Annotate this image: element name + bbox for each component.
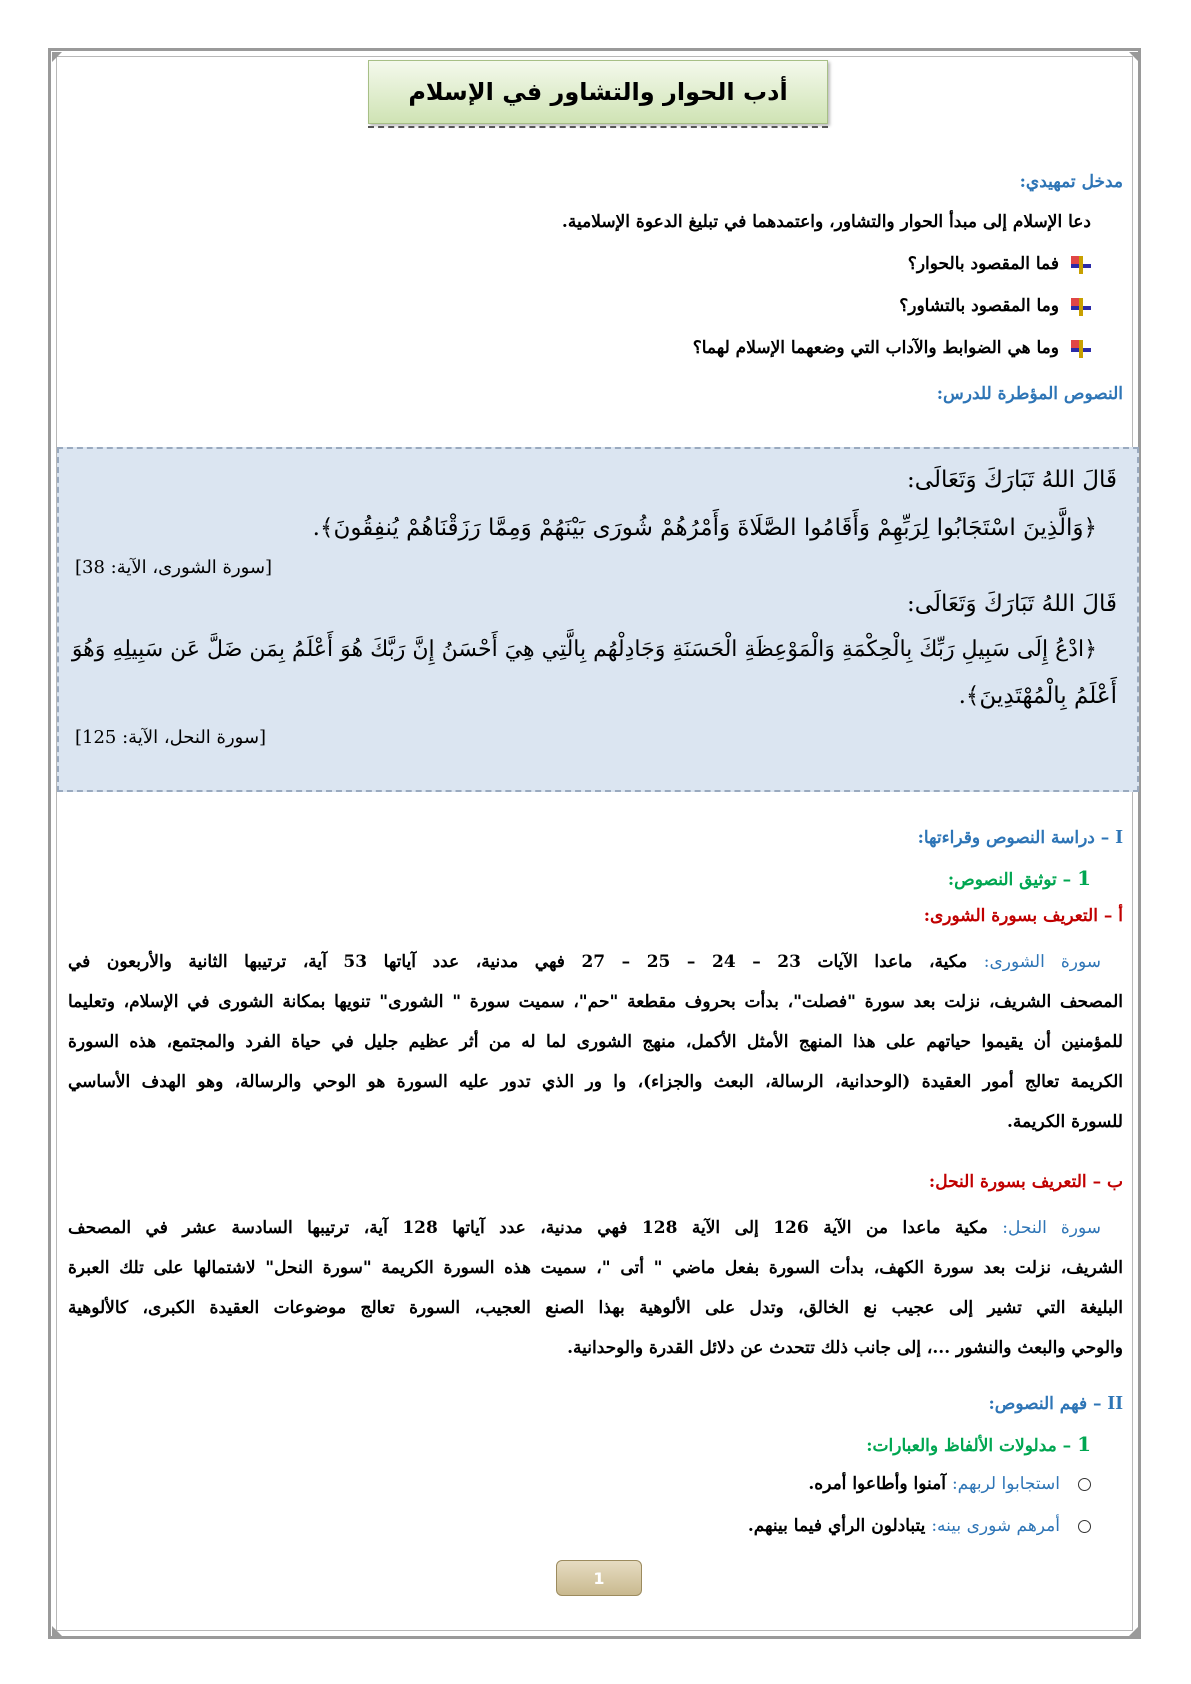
surah-description	[68, 1208, 1123, 1368]
desc-line-text: مكية ماعدا من الآية 126 إلى الآية 128 فهي مدنية، عدد آياتها 128 آية، ترتيبها السادسة عشر في المصحف	[68, 1218, 988, 1238]
bullet-icon	[1071, 256, 1091, 274]
desc-line	[68, 1208, 1123, 1248]
subsection-title: – توثيق النصوص:	[947, 870, 1072, 890]
verse-intro: قَالَ اللهُ تَبَارَكَ وَتَعَالَى:	[907, 467, 1117, 493]
glossary-item	[68, 1474, 1091, 1494]
question-item	[68, 254, 1091, 274]
circle-bullet-icon	[1078, 1478, 1091, 1491]
surah-label: سورة النحل:	[1002, 1218, 1102, 1238]
desc-line	[68, 942, 1123, 982]
verse: ﴿ادْعُ إِلَى سَبِيلِ رَبِّكَ بِالْحِكْمَةِ وَالْمَوْعِظَةِ الْحَسَنَةِ وَجَادِلْهُم بِالَّتِي هِيَ أَحْسَنُ إِنَّ رَبَّكَ هُوَ أَعْلَمُ بِمَن ضَلَّ عَن سَبِيلِهِ وَهُوَ	[71, 637, 1097, 662]
surah-heading: ب – التعريف بسورة النحل:	[928, 1172, 1123, 1192]
page-title: أدب الحوار والتشاور في الإسلام	[368, 60, 828, 124]
surah-label: سورة الشورى:	[983, 952, 1101, 972]
glossary-item	[68, 1516, 1091, 1536]
subsection-number: 1	[1077, 1432, 1091, 1456]
desc-line: للمؤمنين أن يقيموا حياتهم على هذا المنهج الأمثل الأكمل، منهج الشورى لما له من أثر عظيم جليل في حياة الفرد والمجتمع، هذه السورة	[68, 1032, 1123, 1052]
verse-reference: [سورة النحل، الآية: 125]	[75, 727, 267, 748]
verse-intro: قَالَ اللهُ تَبَارَكَ وَتَعَالَى:	[907, 591, 1117, 617]
question-text: فما المقصود بالحوار؟	[907, 254, 1059, 274]
question-text: وما المقصود بالتشاور؟	[899, 296, 1059, 316]
surah-heading: أ – التعريف بسورة الشورى:	[923, 906, 1123, 926]
subsection-heading	[68, 866, 1091, 890]
verse-continuation: أَعْلَمُ بِالْمُهْتَدِينَ﴾.	[958, 683, 1117, 709]
bullet-icon	[1071, 298, 1091, 316]
section-heading	[68, 826, 1123, 849]
circle-bullet-icon	[1078, 1520, 1091, 1533]
corner-ornament	[52, 52, 62, 62]
glossary-term: استجابوا لربهم:	[951, 1474, 1060, 1494]
section-number: I	[1115, 826, 1123, 848]
glossary-meaning: يتبادلون الرأي فيما بينهم.	[747, 1516, 926, 1536]
surah-description	[68, 942, 1123, 1142]
question-text: وما هي الضوابط والآداب التي وضعهما الإسلام لهما؟	[692, 338, 1059, 358]
section-title: – دراسة النصوص وقراءتها:	[917, 828, 1110, 848]
subsection-title: – مدلولات الألفاظ والعبارات:	[866, 1436, 1072, 1456]
page-number: 1	[556, 1560, 642, 1596]
subsection-number: 1	[1077, 866, 1091, 890]
desc-line-text: مكية، ماعدا الآيات 23 – 24 – 25 – 27 فهي مدنية، عدد آياتها 53 آية، ترتيبها الثانية والأربعون في	[68, 952, 968, 972]
verse-reference: [سورة الشورى، الآية: 38]	[75, 557, 273, 578]
desc-line: المصحف الشريف، نزلت بعد سورة "فصلت"، بدأت بحروف مقطعة "حم"، سميت سورة " الشورى" تنويها بمكانة الشورى في الإسلام، وتعليما	[68, 992, 1123, 1012]
desc-line: والوحي والبعث والنشور ...، إلى جانب ذلك تتحدث عن دلائل القدرة والوحدانية.	[567, 1338, 1123, 1358]
subsection-heading	[68, 1432, 1091, 1456]
question-item	[68, 296, 1091, 316]
glossary-meaning: آمنوا وأطاعوا أمره.	[808, 1474, 947, 1494]
section-number: II	[1107, 1392, 1123, 1414]
section-title: – فهم النصوص:	[988, 1394, 1102, 1414]
corner-ornament	[52, 1626, 62, 1636]
quran-box	[57, 447, 1139, 792]
corner-ornament	[1129, 1626, 1139, 1636]
bullet-icon	[1071, 340, 1091, 358]
desc-line: الشريف، نزلت بعد سورة الكهف، بدأت السورة بفعل ماضي " أتى "، سميت هذه السورة الكريمة "سورة النحل" لاشتمالها على تلك العبرة	[68, 1258, 1123, 1278]
verse: ﴿وَالَّذِينَ اسْتَجَابُوا لِرَبِّهِمْ وَأَقَامُوا الصَّلَاةَ وَأَمْرُهُمْ شُورَى بَيْنَهُمْ وَمِمَّا رَزَقْنَاهُمْ يُنفِقُونَ﴾.	[312, 515, 1097, 541]
title-underline	[368, 126, 828, 128]
desc-line: الكريمة تعالج أمور العقيدة (الوحدانية، الرسالة، البعث والجزاء)، وا ور الذي تدور عليه السورة هو الوحي والرسالة، وهو الهدف الأساسي	[68, 1072, 1123, 1092]
desc-line: للسورة الكريمة.	[1006, 1112, 1123, 1132]
desc-line: البليغة التي تشير إلى عجيب نع الخالق، وتدل على الألوهية بهذا الصنع العجيب، السورة تعالج موضوعات العقيدة الكبرى، كالألوهية	[68, 1298, 1123, 1318]
intro-line: دعا الإسلام إلى مبدأ الحوار والتشاور، واعتمدهما في تبليغ الدعوة الإسلامية.	[561, 212, 1091, 232]
question-item	[68, 338, 1091, 358]
corner-ornament	[1129, 52, 1139, 62]
section-heading	[68, 1392, 1123, 1415]
intro-heading: مدخل تمهيدي:	[1019, 172, 1123, 192]
texts-heading: النصوص المؤطرة للدرس:	[936, 384, 1123, 404]
glossary-term: أمرهم شورى بينه:	[931, 1516, 1060, 1536]
